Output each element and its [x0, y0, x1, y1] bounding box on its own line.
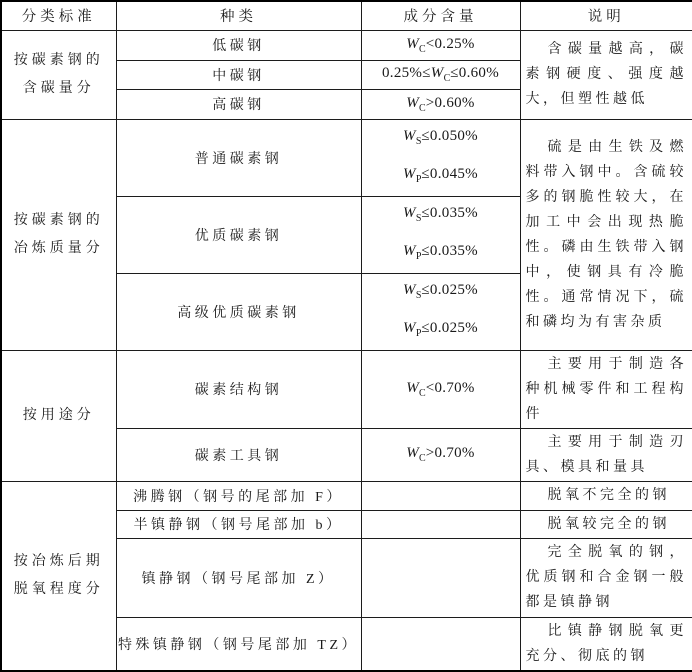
formula-variable: W	[406, 35, 420, 52]
kind-cell-killed-steel: 镇静钢（钢号尾部加 Z）	[116, 538, 361, 617]
criteria-line: 冶炼质量分	[13, 240, 104, 256]
composition-cell-special-killed-steel-empty	[361, 617, 520, 671]
formula-value: <0.70%	[425, 379, 475, 396]
formula-subscript: C	[419, 453, 426, 464]
table-row-rimmed-steel	[1, 481, 692, 510]
formula-value: ≤0.045%	[421, 165, 478, 182]
criteria-cell-deoxidation	[1, 481, 116, 671]
table-row-structural-steel	[1, 350, 692, 428]
formula-value: <0.25%	[425, 35, 475, 52]
formula-subscript: P	[415, 250, 422, 262]
formula-line	[362, 235, 520, 273]
kind-cell-high-carbon: 高碳钢	[116, 89, 361, 119]
composition-cell-rimmed-steel-empty	[361, 481, 520, 510]
kind-cell-structural-steel: 碳素结构钢	[116, 350, 361, 428]
formula-variable: W	[403, 242, 416, 259]
table-header-row	[1, 1, 692, 30]
composition-cell-killed-steel-empty	[361, 538, 520, 617]
table-row-ordinary-carbon-steel	[1, 119, 692, 196]
formula-line	[362, 274, 520, 312]
formula-subscript: C	[419, 43, 426, 55]
criteria-cell-smelting-quality	[1, 119, 116, 350]
criteria-line: 脱氧程度分	[13, 581, 104, 597]
composition-cell-advanced-fine-carbon-steel	[361, 273, 520, 350]
formula-subscript: S	[415, 212, 422, 224]
formula-value: ≤0.050%	[421, 127, 478, 144]
note-paragraph: 比镇静钢脱氧更充分、彻底的钢	[525, 623, 687, 664]
formula-subscript: P	[415, 327, 422, 339]
note-cell-tool-steel	[520, 428, 692, 481]
criteria-line: 按冶炼后期	[13, 553, 104, 569]
criteria-line: 按碳素钢的	[13, 212, 104, 228]
kind-cell-rimmed-steel: 沸腾钢（钢号的尾部加 F）	[116, 481, 361, 510]
formula-subscript: C	[419, 102, 426, 114]
formula-variable: W	[403, 204, 416, 221]
composition-cell-structural-steel	[361, 350, 520, 428]
kind-cell-medium-carbon: 中碳钢	[116, 60, 361, 89]
header-cell-kind: 种类	[116, 1, 361, 30]
formula-variable: W	[403, 281, 416, 298]
composition-cell-semi-killed-steel-empty	[361, 510, 520, 538]
formula-variable: W	[406, 94, 420, 111]
note-cell-semi-killed-steel	[520, 510, 692, 538]
formula-value: ≤0.60%	[450, 65, 500, 81]
criteria-line: 按用途分	[22, 407, 95, 423]
formula-subscript: S	[415, 135, 422, 147]
header-cell-note: 说明	[520, 1, 692, 30]
formula-line	[362, 120, 520, 158]
composition-cell-low-carbon	[361, 30, 520, 60]
note-paragraph: 含碳量越高，碳素钢硬度、强度越大，但塑性越低	[525, 42, 687, 107]
formula-variable: W	[403, 165, 416, 182]
note-paragraph: 脱氧不完全的钢	[547, 488, 670, 503]
formula-subscript: P	[415, 173, 422, 185]
formula-subscript: S	[415, 289, 422, 301]
note-cell-rimmed-steel	[520, 481, 692, 510]
note-paragraph: 脱氧较完全的钢	[547, 516, 670, 532]
note-paragraph: 完全脱氧的钢，优质钢和合金钢一般都是镇静钢	[525, 545, 687, 610]
kind-cell-semi-killed-steel: 半镇静钢（钢号尾部加 b）	[116, 510, 361, 538]
note-cell-killed-steel	[520, 538, 692, 617]
formula-value: ≤0.035%	[421, 242, 478, 259]
formula-value: >0.60%	[425, 94, 475, 111]
note-paragraph: 主要用于制造各种机械零件和工程构件	[525, 356, 687, 422]
kind-cell-fine-carbon-steel: 优质碳素钢	[116, 196, 361, 273]
note-cell-smelting-quality	[520, 119, 692, 350]
note-paragraph: 主要用于制造刃具、模具和量具	[525, 434, 687, 475]
criteria-line: 按碳素钢的	[13, 52, 104, 68]
formula-prefix: 0.25%≤	[381, 65, 431, 81]
criteria-cell-carbon-content	[1, 30, 116, 119]
formula-subscript: C	[443, 73, 451, 84]
formula-line	[362, 197, 520, 235]
formula-value: >0.70%	[425, 445, 475, 461]
formula-variable: W	[406, 445, 420, 461]
note-paragraph: 硫是由生铁及燃料带入钢中。含硫较多的钢脆性较大，在加工中会出现热脆性。磷由生铁带入钢中，使钢具有冷脆性。通常情况下，硫和磷均为有害杂质	[525, 139, 687, 330]
note-cell-structural-steel	[520, 350, 692, 428]
kind-cell-advanced-fine-carbon-steel: 高级优质碳素钢	[116, 273, 361, 350]
header-cell-composition: 成分含量	[361, 1, 520, 30]
formula-line	[362, 312, 520, 350]
composition-cell-high-carbon	[361, 89, 520, 119]
composition-cell-fine-carbon-steel	[361, 196, 520, 273]
formula-variable: W	[430, 65, 444, 81]
formula-variable: W	[406, 379, 420, 396]
formula-line	[362, 158, 520, 196]
table-row-low-carbon	[1, 30, 692, 60]
kind-cell-special-killed-steel: 特殊镇静钢（钢号尾部加 TZ）	[116, 617, 361, 671]
kind-cell-low-carbon: 低碳钢	[116, 30, 361, 60]
criteria-cell-usage	[1, 350, 116, 481]
formula-variable: W	[403, 319, 416, 336]
note-cell-special-killed-steel	[520, 617, 692, 671]
composition-cell-medium-carbon	[361, 60, 520, 89]
formula-value: ≤0.025%	[421, 319, 478, 336]
kind-cell-tool-steel: 碳素工具钢	[116, 428, 361, 481]
formula-value: ≤0.035%	[421, 204, 478, 221]
criteria-line: 含碳量分	[22, 80, 95, 96]
formula-value: ≤0.025%	[421, 281, 478, 298]
composition-cell-tool-steel	[361, 428, 520, 481]
formula-subscript: C	[419, 387, 426, 399]
composition-cell-ordinary-carbon-steel	[361, 119, 520, 196]
kind-cell-ordinary-carbon-steel: 普通碳素钢	[116, 119, 361, 196]
header-cell-criteria: 分类标准	[1, 1, 116, 30]
formula-variable: W	[403, 127, 416, 144]
note-cell-carbon-content	[520, 30, 692, 119]
